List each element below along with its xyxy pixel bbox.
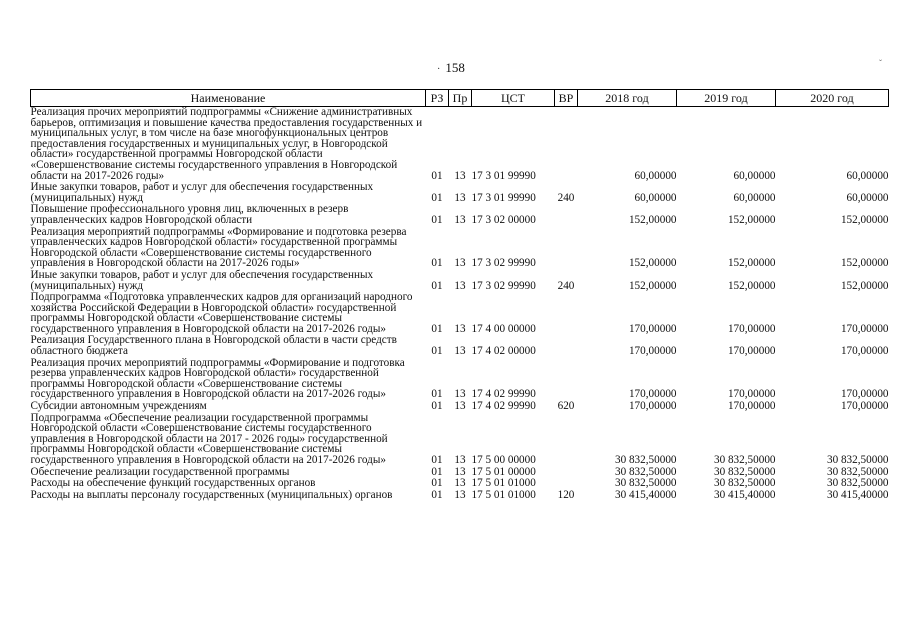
row-name: Иные закупки товаров, работ и услуг для обеспечения государственных (муниципальных) нужд xyxy=(30,181,374,204)
row-vr: 120 xyxy=(557,488,575,501)
row-cst: 17 5 01 01000 xyxy=(471,477,536,490)
row-name: Иные закупки товаров, работ и услуг для обеспечения государственных (муниципальных) нужд xyxy=(30,268,374,292)
row-2020: 170,00000 xyxy=(840,388,889,401)
row-rz: 01 xyxy=(431,488,443,501)
table-row xyxy=(31,412,889,466)
row-2019: 170,00000 xyxy=(727,400,776,413)
row-2020: 152,00000 xyxy=(840,279,889,292)
table-row xyxy=(31,226,889,269)
header-vr: ВР xyxy=(555,90,578,107)
row-2019: 152,00000 xyxy=(727,213,776,226)
row-2019: 60,00000 xyxy=(733,191,776,204)
row-vr xyxy=(555,107,578,182)
row-2020: 60,00000 xyxy=(846,191,889,204)
row-2020: 170,00000 xyxy=(840,400,889,413)
row-2020: 60,00000 xyxy=(846,169,889,182)
row-rz: 01 xyxy=(431,400,443,413)
row-2018: 30 415,40000 xyxy=(614,488,677,501)
table-row xyxy=(31,203,889,225)
row-pr: 13 xyxy=(454,345,466,358)
row-name: Расходы на выплаты персоналу государственных (муниципальных) органов xyxy=(30,488,393,501)
row-2018: 170,00000 xyxy=(628,388,677,401)
row-name: Субсидии автономным учреждениям xyxy=(30,400,207,413)
row-2019: 30 832,50000 xyxy=(713,477,776,490)
row-pr: 13 xyxy=(454,454,466,466)
row-rz: 01 xyxy=(431,169,443,182)
row-2019: 170,00000 xyxy=(727,345,776,358)
row-pr: 13 xyxy=(454,465,466,478)
row-cst: 17 5 00 00000 xyxy=(471,454,536,466)
row-2020: 30 415,40000 xyxy=(826,488,889,501)
row-name: Обеспечение реализации государственной программы xyxy=(30,465,290,478)
corner-mark: ˇ xyxy=(879,58,882,68)
row-cst: 17 4 02 99990 xyxy=(471,388,536,401)
page-number xyxy=(437,60,465,76)
table-row xyxy=(31,489,889,501)
row-cst: 17 3 01 99990 xyxy=(471,169,536,182)
row-2018: 60,00000 xyxy=(634,191,677,204)
row-name: Подпрограмма «Обеспечение реализации государственной программы Новгородской области «Совершенствование системы государственного управления в Новгородской области на 2017 - 2026 годы» государственной программы Новгородской области «Совершенствование системы государственного управления в Новгородской области на 2017-2026 годы» xyxy=(30,411,388,466)
row-rz: 01 xyxy=(431,477,443,490)
table-header-row xyxy=(31,90,889,107)
row-rz: 01 xyxy=(431,345,443,358)
row-2018: 30 832,50000 xyxy=(614,454,677,466)
header-2018: 2018 год xyxy=(578,90,677,107)
header-rz: РЗ xyxy=(426,90,449,107)
row-vr xyxy=(555,203,578,225)
header-2019: 2019 год xyxy=(677,90,776,107)
row-2019: 170,00000 xyxy=(727,388,776,401)
row-pr: 13 xyxy=(454,388,466,401)
row-2019: 30 832,50000 xyxy=(713,454,776,466)
row-cst: 17 3 02 00000 xyxy=(471,213,536,226)
row-vr xyxy=(555,334,578,356)
row-2020: 170,00000 xyxy=(840,322,889,335)
row-pr: 13 xyxy=(454,213,466,226)
row-name: Реализация прочих мероприятий подпрограммы «Снижение административных барьеров, оптимизация и повышение качества предоставления государственных и муниципальных услуг, в том числе на базе многофункциональных центров предоставления государственных и муниципальных услуг, в Новгородской области» государственной программы Новгородской области «Совершенствование системы государственного управления в Новгородской области на 2017-2026 годы» xyxy=(30,106,423,182)
page-number-value: 158 xyxy=(445,60,465,75)
row-name: Реализация мероприятий подпрограммы «Формирование и подготовка резерва управленческих кадров Новгородской области» государственной программы Новгородской области «Совершенствование системы государственного управления в Новгородской области на 2017-2026 годы» xyxy=(30,225,407,270)
row-vr: 240 xyxy=(557,279,575,292)
row-2018: 152,00000 xyxy=(628,279,677,292)
table-row xyxy=(31,357,889,400)
row-2019: 152,00000 xyxy=(727,279,776,292)
row-vr xyxy=(555,226,578,269)
row-2018: 152,00000 xyxy=(628,257,677,270)
row-cst: 17 4 02 99990 xyxy=(471,400,536,413)
row-2019: 152,00000 xyxy=(727,257,776,270)
row-vr: 240 xyxy=(557,191,575,204)
row-rz: 01 xyxy=(431,465,443,478)
row-name: Подпрограмма «Подготовка управленческих кадров для организаций народного хозяйства Российской Федерации в Новгородской области» государственной программы Новгородской области «Совершенствование системы государственного управления в Новгородской области на 2017-2026 годы» xyxy=(30,291,413,335)
row-vr: 620 xyxy=(557,400,575,413)
table-row xyxy=(31,291,889,334)
row-2020: 170,00000 xyxy=(840,345,889,358)
row-rz: 01 xyxy=(431,279,443,292)
row-2018: 60,00000 xyxy=(634,169,677,182)
row-name: Реализация прочих мероприятий подпрограммы «Формирование и подготовка резерва управленческих кадров Новгородской области» государственной программы Новгородской области «Совершенствование системы государственного управления в Новгородской области на 2017-2026 годы» xyxy=(30,356,405,401)
table-row xyxy=(31,334,889,356)
row-pr: 13 xyxy=(454,400,466,413)
row-2020: 30 832,50000 xyxy=(826,465,889,478)
table-row xyxy=(31,269,889,291)
row-pr: 13 xyxy=(454,322,466,335)
table-row xyxy=(31,400,889,412)
row-cst: 17 5 01 01000 xyxy=(471,488,536,501)
row-rz: 01 xyxy=(431,388,443,401)
row-2020: 30 832,50000 xyxy=(826,454,889,466)
row-pr: 13 xyxy=(454,477,466,490)
row-2018: 170,00000 xyxy=(628,400,677,413)
row-rz: 01 xyxy=(431,322,443,335)
row-name: Реализация Государственного плана в Новгородской области в части средств областного бюджета xyxy=(30,334,397,358)
page-mark: · xyxy=(437,64,441,75)
row-pr: 13 xyxy=(454,169,466,182)
row-pr: 13 xyxy=(454,257,466,270)
row-pr: 13 xyxy=(454,279,466,292)
table-row xyxy=(31,466,889,478)
row-2018: 152,00000 xyxy=(628,213,677,226)
row-2019: 30 832,50000 xyxy=(713,465,776,478)
header-name: Наименование xyxy=(31,90,426,107)
row-2020: 30 832,50000 xyxy=(826,477,889,490)
row-2018: 170,00000 xyxy=(628,322,677,335)
table-row xyxy=(31,181,889,203)
row-vr xyxy=(555,357,578,400)
row-rz: 01 xyxy=(431,257,443,270)
budget-table xyxy=(30,89,889,500)
row-vr xyxy=(555,291,578,334)
row-2020: 152,00000 xyxy=(840,213,889,226)
row-2019: 30 415,40000 xyxy=(713,488,776,501)
row-cst: 17 5 01 00000 xyxy=(471,465,536,478)
header-cst: ЦСТ xyxy=(472,90,555,107)
row-rz: 01 xyxy=(431,191,443,204)
row-pr: 13 xyxy=(454,488,466,501)
header-2020: 2020 год xyxy=(776,90,889,107)
row-cst: 17 4 02 00000 xyxy=(471,345,536,358)
table-row xyxy=(31,477,889,489)
row-2019: 60,00000 xyxy=(733,169,776,182)
header-pr: Пр xyxy=(449,90,472,107)
row-name: Расходы на обеспечение функций государственных органов xyxy=(30,477,316,490)
row-2018: 170,00000 xyxy=(628,345,677,358)
row-rz: 01 xyxy=(431,454,443,466)
row-2018: 30 832,50000 xyxy=(614,477,677,490)
row-2019: 170,00000 xyxy=(727,322,776,335)
row-cst: 17 3 02 99990 xyxy=(471,257,536,270)
row-pr: 13 xyxy=(454,191,466,204)
row-vr xyxy=(555,477,578,489)
row-name: Повышение профессионального уровня лиц, включенных в резерв управленческих кадров Новгородской области xyxy=(30,203,349,226)
row-2020: 152,00000 xyxy=(840,257,889,270)
row-cst: 17 3 02 99990 xyxy=(471,279,536,292)
row-vr xyxy=(555,412,578,466)
row-rz: 01 xyxy=(431,213,443,226)
row-vr xyxy=(555,466,578,478)
row-cst: 17 3 01 99990 xyxy=(471,191,536,204)
row-cst: 17 4 00 00000 xyxy=(471,322,536,335)
table-row xyxy=(31,107,889,182)
row-2018: 30 832,50000 xyxy=(614,465,677,478)
